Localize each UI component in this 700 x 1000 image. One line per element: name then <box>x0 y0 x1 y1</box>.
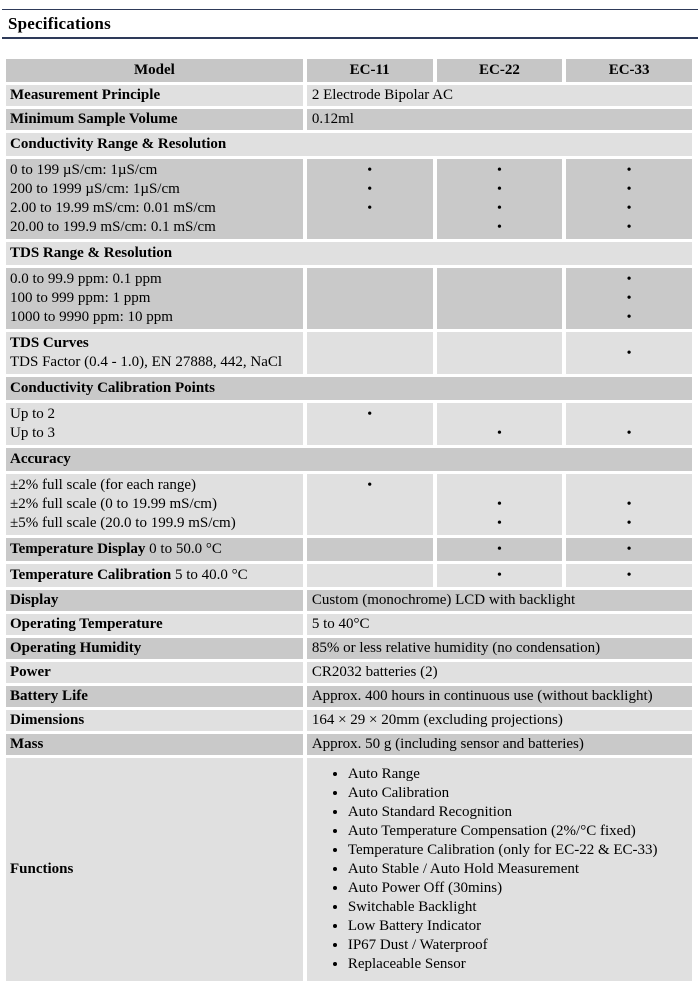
mark-line: • <box>496 542 502 557</box>
spec-label-cell: Battery Life <box>6 686 303 707</box>
table-row <box>6 242 692 265</box>
model-mark-cell <box>307 474 433 535</box>
column-header-ec-33: EC-33 <box>566 59 692 82</box>
spec-label-cell <box>6 403 303 445</box>
mark-line: • <box>496 201 502 216</box>
table-row <box>6 159 692 239</box>
mark-line: • <box>367 201 373 216</box>
section-header-cell: Conductivity Range & Resolution <box>6 133 692 156</box>
spec-value-cell: Custom (monochrome) LCD with backlight <box>307 590 692 611</box>
function-item: • Auto Calibration <box>348 784 688 803</box>
table-header <box>6 59 692 82</box>
spec-label-cell: Display <box>6 590 303 611</box>
function-item: • Auto Range <box>348 765 688 784</box>
mark-line <box>570 405 688 424</box>
spec-label-cell: Power <box>6 662 303 683</box>
table-row <box>6 85 692 106</box>
spec-line: 0 to 199 µS/cm: 1µS/cm <box>10 162 158 178</box>
spec-label-cell: Minimum Sample Volume <box>6 109 303 130</box>
mark-line: • <box>496 497 502 512</box>
page-title: Specifications <box>2 9 698 39</box>
spec-value-cell: Approx. 50 g (including sensor and batteries) <box>307 734 692 755</box>
header-row <box>6 59 692 82</box>
model-mark-cell <box>566 474 692 535</box>
model-mark-cell <box>566 538 692 561</box>
function-item: • Replaceable Sensor <box>348 955 688 974</box>
table-row <box>6 758 692 981</box>
section-header-cell: Conductivity Calibration Points <box>6 377 692 400</box>
spec-line: ±2% full scale (0 to 19.99 mS/cm) <box>10 496 217 512</box>
column-header-model: Model <box>6 59 303 82</box>
model-mark-cell <box>307 564 433 587</box>
spec-label-cell: Mass <box>6 734 303 755</box>
mark-line <box>441 476 559 495</box>
model-mark-cell <box>566 564 692 587</box>
mark-line: • <box>496 568 502 583</box>
function-item: • IP67 Dust / Waterproof <box>348 936 688 955</box>
spec-line: 2.00 to 19.99 mS/cm: 0.01 mS/cm <box>10 200 216 216</box>
model-mark-cell <box>437 159 563 239</box>
mark-line: • <box>626 497 632 512</box>
spec-label-cell: Measurement Principle <box>6 85 303 106</box>
spec-line: 200 to 1999 µS/cm: 1µS/cm <box>10 181 180 197</box>
model-mark-cell <box>307 403 433 445</box>
mark-line: • <box>496 182 502 197</box>
mark-line <box>311 495 429 514</box>
model-mark-cell <box>437 332 563 374</box>
mark-line <box>441 270 559 289</box>
model-mark-cell <box>307 159 433 239</box>
spec-value-cell: 5 to 40°C <box>307 614 692 635</box>
mark-line: • <box>626 542 632 557</box>
spec-line: Up to 2 <box>10 406 55 422</box>
function-item: • Auto Standard Recognition <box>348 803 688 822</box>
spec-line: 20.00 to 199.9 mS/cm: 0.1 mS/cm <box>10 219 216 235</box>
functions-list <box>312 765 688 974</box>
spec-label-cell <box>6 474 303 535</box>
table-row <box>6 662 692 683</box>
specifications-table <box>2 56 696 984</box>
mark-line: • <box>626 272 632 287</box>
mark-line <box>441 405 559 424</box>
model-mark-cell: • <box>566 332 692 374</box>
model-mark-cell <box>566 268 692 329</box>
model-mark-cell <box>437 268 563 329</box>
spec-label-cell <box>6 332 303 374</box>
table-row <box>6 538 692 561</box>
function-item: • Temperature Calibration (only for EC-22 & EC-33) <box>348 841 688 860</box>
model-mark-cell <box>437 403 563 445</box>
mark-line: • <box>626 568 632 583</box>
spec-line: TDS Factor (0.4 - 1.0), EN 27888, 442, NaCl <box>10 354 283 370</box>
mark-line <box>441 289 559 308</box>
spec-line: 100 to 999 ppm: 1 ppm <box>10 290 151 306</box>
spec-value-cell: 0.12ml <box>307 109 692 130</box>
table-row <box>6 403 692 445</box>
model-mark-cell <box>566 403 692 445</box>
mark-line <box>311 514 429 533</box>
spec-value-cell: 2 Electrode Bipolar AC <box>307 85 692 106</box>
function-item: • Auto Stable / Auto Hold Measurement <box>348 860 688 879</box>
spec-line: Temperature Display 0 to 50.0 °C <box>10 541 222 557</box>
section-header-cell: TDS Range & Resolution <box>6 242 692 265</box>
spec-line: TDS Curves <box>10 335 89 351</box>
mark-line: • <box>626 291 632 306</box>
table-row <box>6 133 692 156</box>
spec-label-cell: Operating Temperature <box>6 614 303 635</box>
mark-line <box>311 540 429 559</box>
mark-line: • <box>626 220 632 235</box>
table-row <box>6 614 692 635</box>
mark-line: • <box>496 426 502 441</box>
spec-label-cell <box>6 268 303 329</box>
model-mark-cell <box>437 564 563 587</box>
model-mark-cell <box>307 332 433 374</box>
mark-line: • <box>626 310 632 325</box>
mark-line <box>311 289 429 308</box>
column-header-ec-22: EC-22 <box>437 59 563 82</box>
spec-line: 1000 to 9990 ppm: 10 ppm <box>10 309 173 325</box>
spec-line: Temperature Calibration 5 to 40.0 °C <box>10 567 248 583</box>
spec-label-cell <box>6 564 303 587</box>
mark-line: • <box>626 182 632 197</box>
mark-line: • <box>496 516 502 531</box>
table-body <box>6 85 692 981</box>
table-row <box>6 686 692 707</box>
spec-value-cell: 85% or less relative humidity (no condensation) <box>307 638 692 659</box>
spec-label-cell: Operating Humidity <box>6 638 303 659</box>
mark-line: • <box>496 220 502 235</box>
table-row <box>6 564 692 587</box>
spec-value-cell: CR2032 batteries (2) <box>307 662 692 683</box>
model-mark-cell <box>307 538 433 561</box>
mark-line: • <box>367 478 373 493</box>
mark-line: • <box>626 516 632 531</box>
mark-line: • <box>626 426 632 441</box>
table-row <box>6 448 692 471</box>
model-mark-cell <box>437 474 563 535</box>
spec-label-cell: Functions <box>6 758 303 981</box>
spec-line: ±2% full scale (for each range) <box>10 477 197 493</box>
spec-value-cell <box>307 758 692 981</box>
mark-line <box>311 270 429 289</box>
spec-value-cell: Approx. 400 hours in continuous use (without backlight) <box>307 686 692 707</box>
model-mark-cell <box>307 268 433 329</box>
spec-line: Up to 3 <box>10 425 55 441</box>
mark-line <box>311 424 429 443</box>
mark-line: • <box>367 182 373 197</box>
table-row <box>6 377 692 400</box>
spec-line: 0.0 to 99.9 ppm: 0.1 ppm <box>10 271 162 287</box>
column-header-ec-11: EC-11 <box>307 59 433 82</box>
table-row <box>6 332 692 374</box>
section-header-cell: Accuracy <box>6 448 692 471</box>
model-mark-cell <box>437 538 563 561</box>
spec-label-cell: Dimensions <box>6 710 303 731</box>
mark-line <box>570 476 688 495</box>
mark-line <box>441 308 559 327</box>
table-row <box>6 109 692 130</box>
spec-label-cell <box>6 159 303 239</box>
table-row <box>6 590 692 611</box>
mark-line: • <box>626 201 632 216</box>
mark-line: • <box>367 407 373 422</box>
table-row <box>6 710 692 731</box>
table-row <box>6 638 692 659</box>
mark-line <box>311 566 429 585</box>
model-mark-cell <box>566 159 692 239</box>
table-row <box>6 734 692 755</box>
table-row <box>6 268 692 329</box>
mark-line <box>311 218 429 237</box>
table-row <box>6 474 692 535</box>
function-item: • Auto Power Off (30mins) <box>348 879 688 898</box>
mark-line: • <box>496 163 502 178</box>
function-item: • Switchable Backlight <box>348 898 688 917</box>
function-item: • Low Battery Indicator <box>348 917 688 936</box>
mark-line <box>311 308 429 327</box>
function-item: • Auto Temperature Compensation (2%/°C fixed) <box>348 822 688 841</box>
spec-line: ±5% full scale (20.0 to 199.9 mS/cm) <box>10 515 236 531</box>
mark-line: • <box>367 163 373 178</box>
spec-value-cell: 164 × 29 × 20mm (excluding projections) <box>307 710 692 731</box>
spec-label-cell <box>6 538 303 561</box>
mark-line: • <box>626 163 632 178</box>
